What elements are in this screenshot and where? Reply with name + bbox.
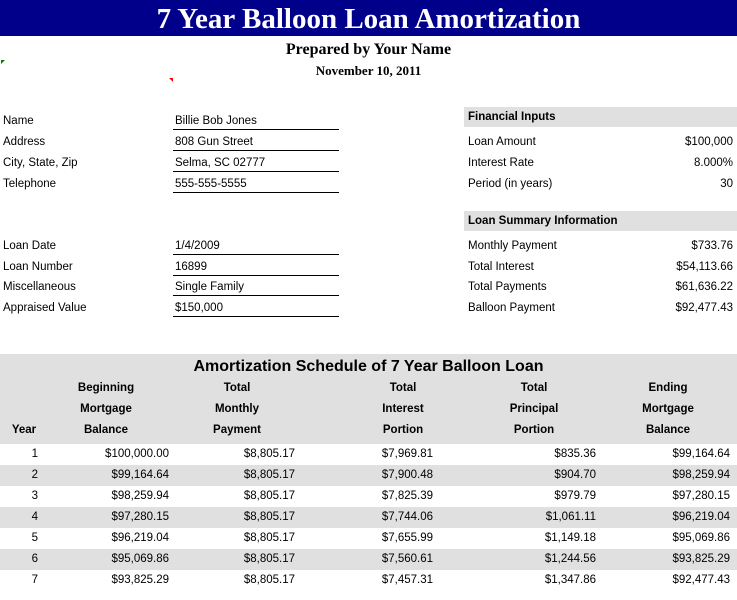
table-row: [0, 507, 737, 528]
year-cell[interactable]: 4: [31, 511, 38, 523]
principal-portion-cell[interactable]: $835.36: [554, 448, 596, 460]
city-state-zip-field[interactable]: Selma, SC 02777: [173, 157, 339, 172]
principal-portion-cell[interactable]: $1,244.56: [544, 553, 596, 565]
principal-portion-cell[interactable]: $1,347.86: [544, 574, 596, 586]
ending-balance-cell[interactable]: $97,280.15: [672, 490, 730, 502]
ending-balance-cell[interactable]: $96,219.04: [672, 511, 730, 523]
monthly-payment-cell[interactable]: $8,805.17: [243, 511, 295, 523]
year-cell[interactable]: 5: [31, 532, 38, 544]
col-ending-balance-header-1: Ending: [648, 382, 688, 394]
col-interest-portion-header-1: Total: [389, 382, 417, 394]
interest-rate-value[interactable]: 8.000%: [693, 157, 733, 169]
loan-date-label: Loan Date: [3, 240, 57, 252]
monthly-payment-cell[interactable]: $8,805.17: [243, 490, 295, 502]
comment-indicator-red: [169, 78, 173, 82]
monthly-payment-cell[interactable]: $8,805.17: [243, 553, 295, 565]
loan-summary-header: Loan Summary Information: [464, 211, 737, 231]
monthly-payment-cell[interactable]: $8,805.17: [243, 532, 295, 544]
col-principal-portion-header-2: Principal: [509, 403, 559, 415]
ending-balance-cell[interactable]: $99,164.64: [672, 448, 730, 460]
col-principal-portion-header-1: Total: [520, 382, 548, 394]
balloon-payment-value: $92,477.43: [675, 302, 733, 314]
col-ending-balance-header-3: Balance: [645, 424, 691, 436]
interest-portion-cell[interactable]: $7,457.31: [381, 574, 433, 586]
miscellaneous-field[interactable]: Single Family: [173, 281, 339, 296]
col-beginning-balance-header-1: Beginning: [77, 382, 135, 394]
total-payments-label: Total Payments: [468, 281, 547, 293]
monthly-payment-cell[interactable]: $8,805.17: [243, 448, 295, 460]
appraised-value-label: Appraised Value: [3, 302, 87, 314]
col-interest-portion-header-2: Interest: [382, 403, 424, 415]
col-interest-portion-header-3: Portion: [382, 424, 424, 436]
loan-amount-label: Loan Amount: [468, 136, 536, 148]
total-interest-label: Total Interest: [468, 261, 534, 273]
name-field[interactable]: Billie Bob Jones: [173, 115, 339, 130]
total-interest-value: $54,113.66: [676, 261, 733, 273]
col-monthly-payment-header-3: Payment: [213, 424, 261, 436]
financial-inputs-header: Financial Inputs: [464, 107, 737, 127]
beginning-balance-cell[interactable]: $93,825.29: [111, 574, 169, 586]
schedule-title: Amortization Schedule of 7 Year Balloon Loan: [0, 354, 737, 380]
year-cell[interactable]: 7: [31, 574, 38, 586]
col-monthly-payment-header-2: Monthly: [214, 403, 260, 415]
city-state-zip-label: City, State, Zip: [3, 157, 78, 169]
table-row: [0, 549, 737, 570]
interest-portion-cell[interactable]: $7,900.48: [381, 469, 433, 481]
year-cell[interactable]: 1: [31, 448, 38, 460]
period-value[interactable]: 30: [720, 178, 733, 190]
interest-portion-cell[interactable]: $7,969.81: [381, 448, 433, 460]
table-row: [0, 528, 737, 549]
telephone-field[interactable]: 555-555-5555: [173, 178, 339, 193]
table-row: [0, 465, 737, 486]
loan-number-field[interactable]: 16899: [173, 261, 339, 276]
monthly-payment-cell[interactable]: $8,805.17: [243, 469, 295, 481]
principal-portion-cell[interactable]: $979.79: [554, 490, 596, 502]
interest-portion-cell[interactable]: $7,560.61: [381, 553, 433, 565]
beginning-balance-cell[interactable]: $95,069.86: [111, 553, 169, 565]
beginning-balance-cell[interactable]: $98,259.94: [111, 490, 169, 502]
col-monthly-payment-header-1: Total: [223, 382, 251, 394]
interest-portion-cell[interactable]: $7,744.06: [381, 511, 433, 523]
miscellaneous-label: Miscellaneous: [3, 281, 76, 293]
prepared-by: Prepared by Your Name: [285, 41, 452, 58]
monthly-payment-value: $733.76: [691, 240, 733, 252]
beginning-balance-cell[interactable]: $99,164.64: [111, 469, 169, 481]
address-label: Address: [3, 136, 46, 148]
col-principal-portion-header-3: Portion: [513, 424, 555, 436]
beginning-balance-cell[interactable]: $96,219.04: [111, 532, 169, 544]
monthly-payment-cell[interactable]: $8,805.17: [243, 574, 295, 586]
amortization-schedule: [0, 354, 737, 600]
page-title: 7 Year Balloon Loan Amortization: [0, 0, 737, 36]
interest-rate-label: Interest Rate: [468, 157, 534, 169]
document-date: November 10, 2011: [315, 63, 422, 78]
monthly-payment-label: Monthly Payment: [468, 240, 557, 252]
year-cell[interactable]: 3: [31, 490, 38, 502]
appraised-value-field[interactable]: $150,000: [173, 302, 339, 317]
total-payments-value: $61,636.22: [675, 281, 733, 293]
table-row: [0, 444, 737, 465]
col-year-header-3: Year: [11, 424, 37, 436]
ending-balance-cell[interactable]: $98,259.94: [672, 469, 730, 481]
year-cell[interactable]: 6: [31, 553, 38, 565]
table-row: [0, 570, 737, 591]
col-beginning-balance-header-2: Mortgage: [80, 403, 132, 415]
cell-note-marker-green: [1, 60, 5, 64]
year-cell[interactable]: 2: [31, 469, 38, 481]
col-ending-balance-header-2: Mortgage: [642, 403, 694, 415]
table-row: [0, 486, 737, 507]
loan-date-field[interactable]: 1/4/2009: [173, 240, 339, 255]
principal-portion-cell[interactable]: $1,061.11: [545, 511, 596, 523]
address-field[interactable]: 808 Gun Street: [173, 136, 339, 151]
col-beginning-balance-header-3: Balance: [83, 424, 129, 436]
beginning-balance-cell[interactable]: $97,280.15: [111, 511, 169, 523]
ending-balance-cell[interactable]: $93,825.29: [672, 553, 730, 565]
interest-portion-cell[interactable]: $7,825.39: [381, 490, 433, 502]
interest-portion-cell[interactable]: $7,655.99: [381, 532, 433, 544]
beginning-balance-cell[interactable]: $100,000.00: [105, 448, 169, 460]
telephone-label: Telephone: [3, 178, 57, 190]
period-label: Period (in years): [468, 178, 553, 190]
ending-balance-cell[interactable]: $92,477.43: [672, 574, 730, 586]
ending-balance-cell[interactable]: $95,069.86: [672, 532, 730, 544]
principal-portion-cell[interactable]: $1,149.18: [544, 532, 596, 544]
name-label: Name: [3, 115, 34, 127]
balloon-payment-label: Balloon Payment: [468, 302, 555, 314]
principal-portion-cell[interactable]: $904.70: [554, 469, 596, 481]
loan-amount-value[interactable]: $100,000: [685, 136, 733, 148]
schedule-header: [0, 380, 737, 444]
loan-number-label: Loan Number: [3, 261, 73, 273]
